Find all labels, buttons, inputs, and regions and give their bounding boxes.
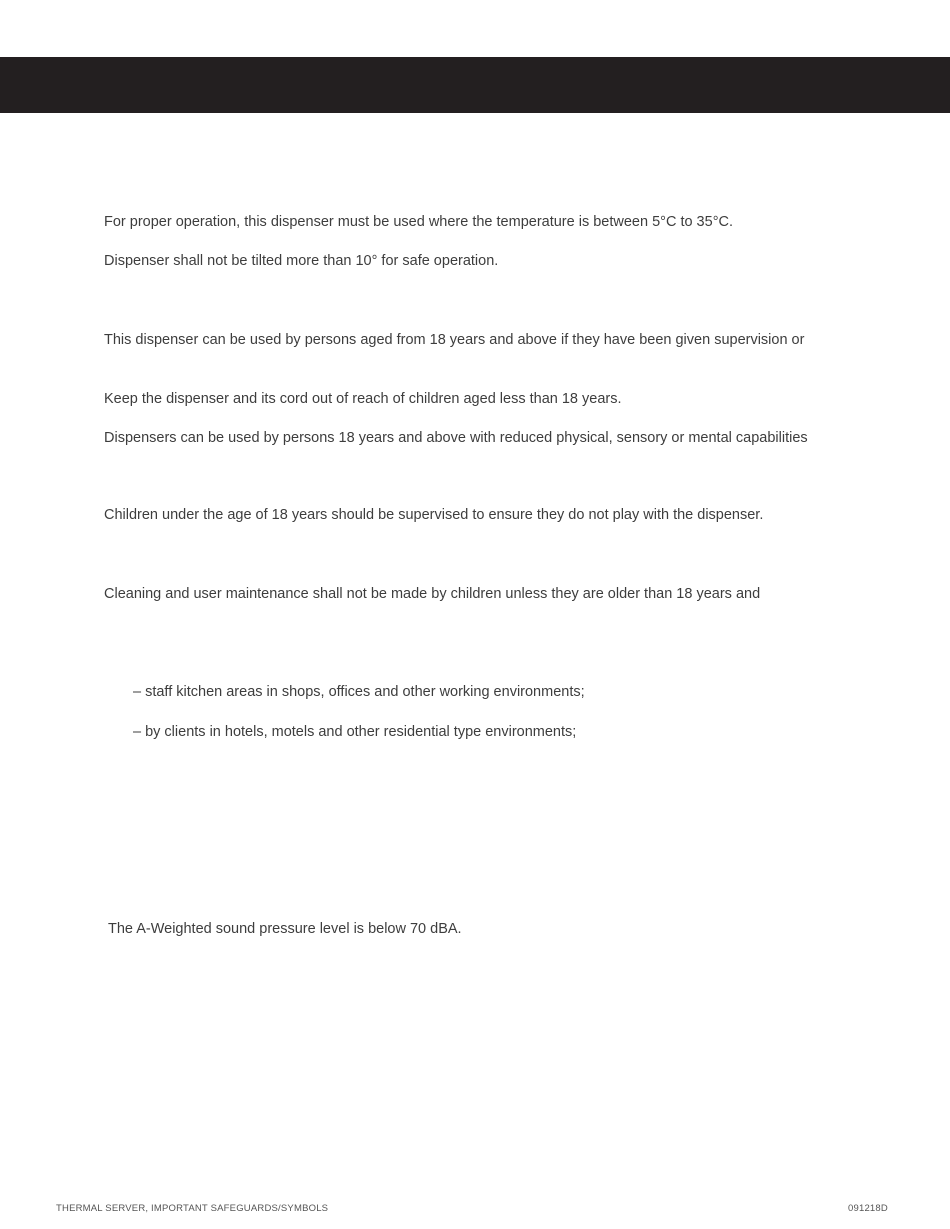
footer-document-title: THERMAL SERVER, IMPORTANT SAFEGUARDS/SYMBOLS (56, 1203, 329, 1214)
reduced-capabilities-text: Dispensers can be used by persons 18 years and above with reduced physical, sensory or mental capabilities (104, 430, 808, 446)
children-play-text: Children under the age of 18 years should be supervised to ensure they do not play with the dispenser. (104, 507, 764, 523)
supervision-text: This dispenser can be used by persons aged from 18 years and above if they have been given supervision or (104, 332, 805, 348)
list-item: – by clients in hotels, motels and other residential type environments; (133, 724, 577, 740)
list-item: – staff kitchen areas in shops, offices and other working environments; (133, 684, 585, 700)
cleaning-text: Cleaning and user maintenance shall not be made by children unless they are older than 18 years and (104, 586, 761, 602)
temperature-text: For proper operation, this dispenser must be used where the temperature is between 5°C to 35°C. (104, 214, 733, 230)
footer-document-code: 091218D (848, 1203, 888, 1214)
sound-level-text: The A-Weighted sound pressure level is below 70 dBA. (108, 921, 462, 937)
header-band (0, 57, 950, 113)
children-reach-text: Keep the dispenser and its cord out of reach of children aged less than 18 years. (104, 391, 622, 407)
tilt-text: Dispenser shall not be tilted more than 10° for safe operation. (104, 253, 499, 269)
